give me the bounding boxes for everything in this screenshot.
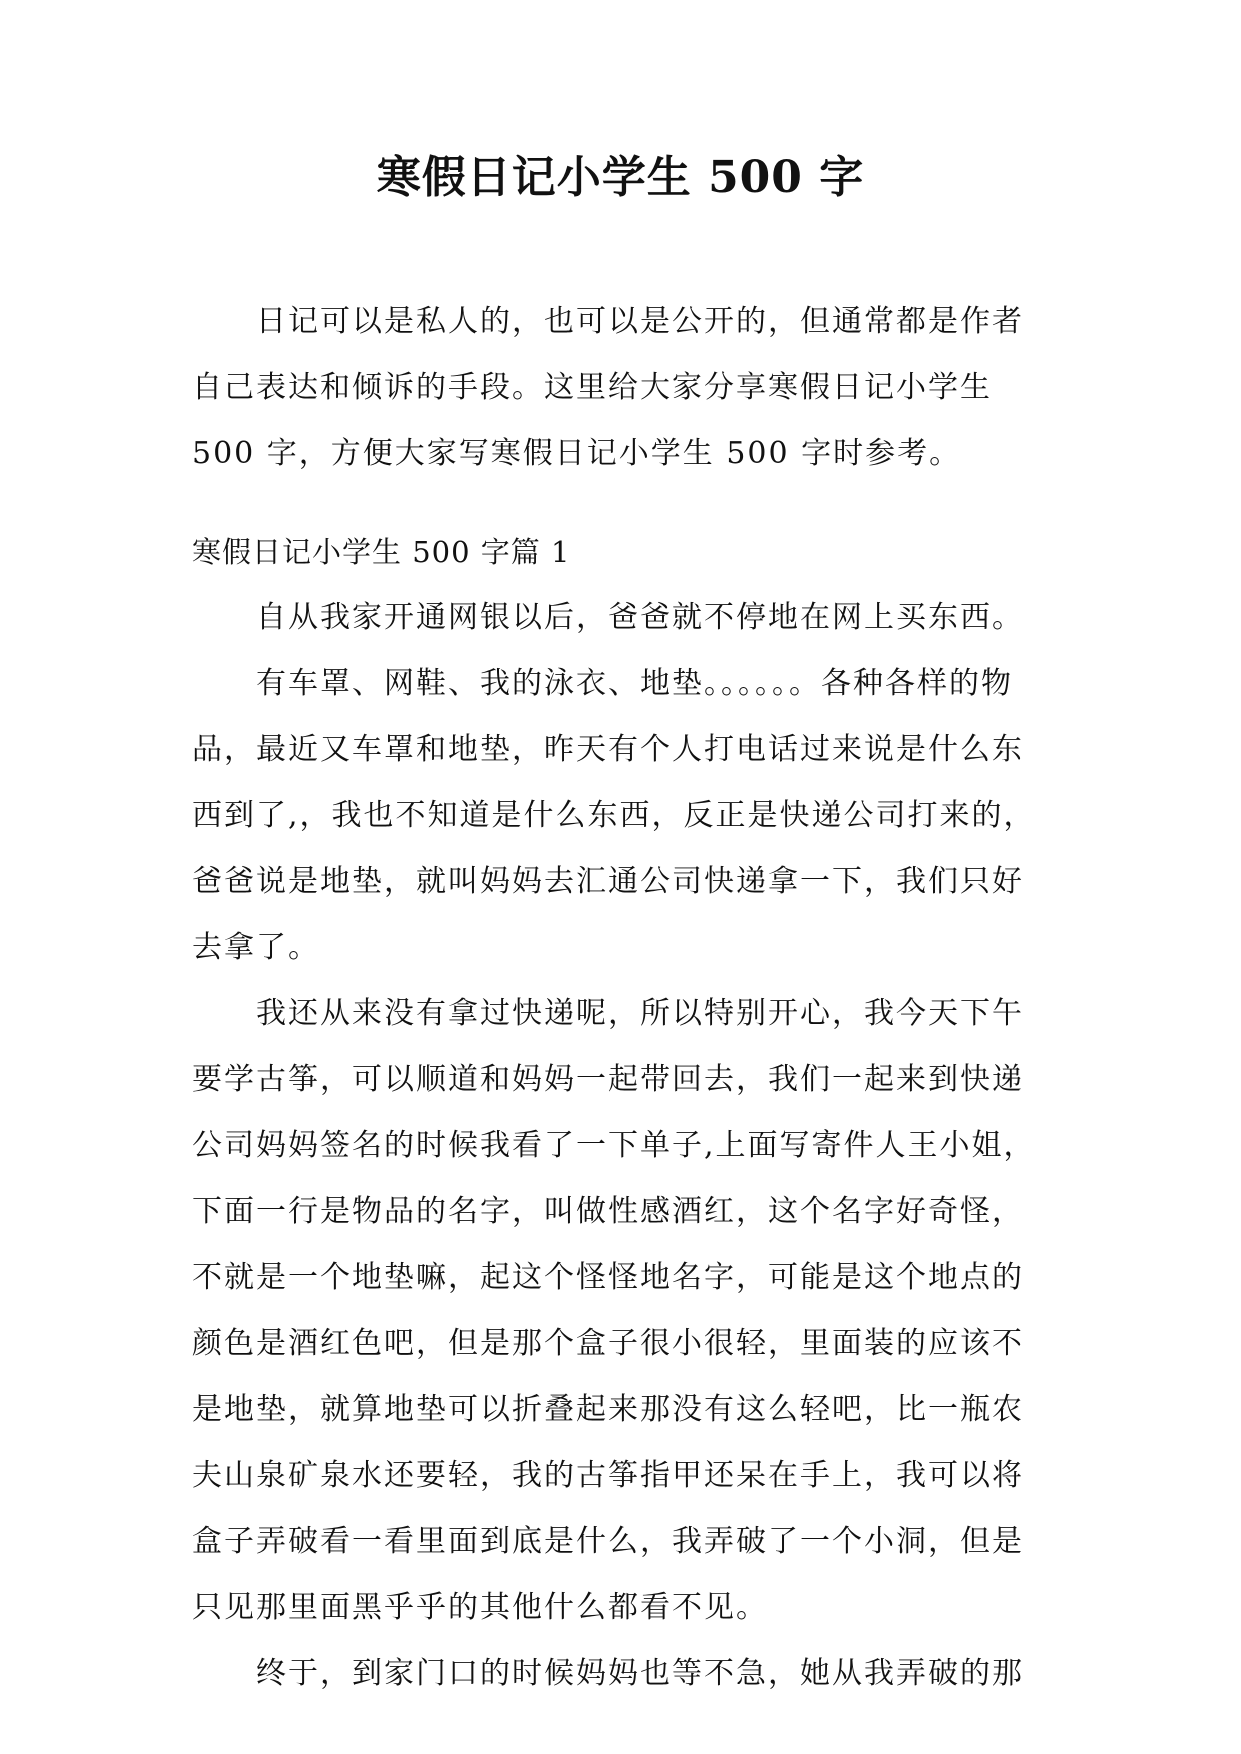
body-line: 我还从来没有拿过快递呢，所以特别开心，我今天下午 [256, 996, 1024, 1031]
body-line: 不就是一个地垫嘛，起这个怪怪地名字，可能是这个地点的 [192, 1260, 1024, 1295]
intro-line: 500 字，方便大家写寒假日记小学生 500 字时参考。 [192, 436, 962, 471]
intro-line: 自己表达和倾诉的手段。这里给大家分享寒假日记小学生 [192, 370, 992, 405]
document-title: 寒假日记小学生 500 字 [376, 152, 865, 203]
paragraph-gap [192, 487, 1072, 519]
body-line: 只见那里面黑乎乎的其他什么都看不见。 [192, 1590, 768, 1625]
body-line: 自从我家开通网银以后，爸爸就不停地在网上买东西。 [256, 600, 1024, 635]
body-line: 盒子弄破看一看里面到底是什么，我弄破了一个小洞，但是 [192, 1524, 1024, 1559]
body-line: 终于，到家门口的时候妈妈也等不急，她从我弄破的那 [256, 1656, 1024, 1691]
body-paragraph-4 [192, 1641, 1072, 1707]
body-line: 品，最近又车罩和地垫，昨天有个人打电话过来说是什么东 [192, 732, 1024, 767]
body-paragraph-1 [192, 585, 1072, 651]
body-paragraph-3 [192, 981, 1072, 1641]
body-paragraph-2 [192, 651, 1072, 981]
body-line: 要学古筝，可以顺道和妈妈一起带回去，我们一起来到快递 [192, 1062, 1024, 1097]
body-line: 有车罩、网鞋、我的泳衣、地垫。。。。。。各种各样的物 [256, 666, 1013, 701]
section-heading: 寒假日记小学生 500 字篇 1 [192, 535, 571, 569]
intro-line: 日记可以是私人的，也可以是公开的，但通常都是作者 [256, 304, 1024, 339]
body-line: 爸爸说是地垫，就叫妈妈去汇通公司快递拿一下，我们只好 [192, 864, 1024, 899]
document-body [192, 289, 1072, 1707]
body-line: 西到了,，我也不知道是什么东西，反正是快递公司打来的， [192, 798, 1036, 833]
body-line: 夫山泉矿泉水还要轻，我的古筝指甲还呆在手上，我可以将 [192, 1458, 1024, 1493]
body-line: 下面一行是物品的名字，叫做性感酒红，这个名字好奇怪， [192, 1194, 1024, 1229]
intro-paragraph [192, 289, 1072, 487]
body-line: 是地垫，就算地垫可以折叠起来那没有这么轻吧，比一瓶农 [192, 1392, 1024, 1427]
body-line: 颜色是酒红色吧，但是那个盒子很小很轻，里面装的应该不 [192, 1326, 1024, 1361]
body-line: 公司妈妈签名的时候我看了一下单子,上面写寄件人王小姐， [192, 1128, 1036, 1163]
body-line: 去拿了。 [192, 930, 320, 965]
